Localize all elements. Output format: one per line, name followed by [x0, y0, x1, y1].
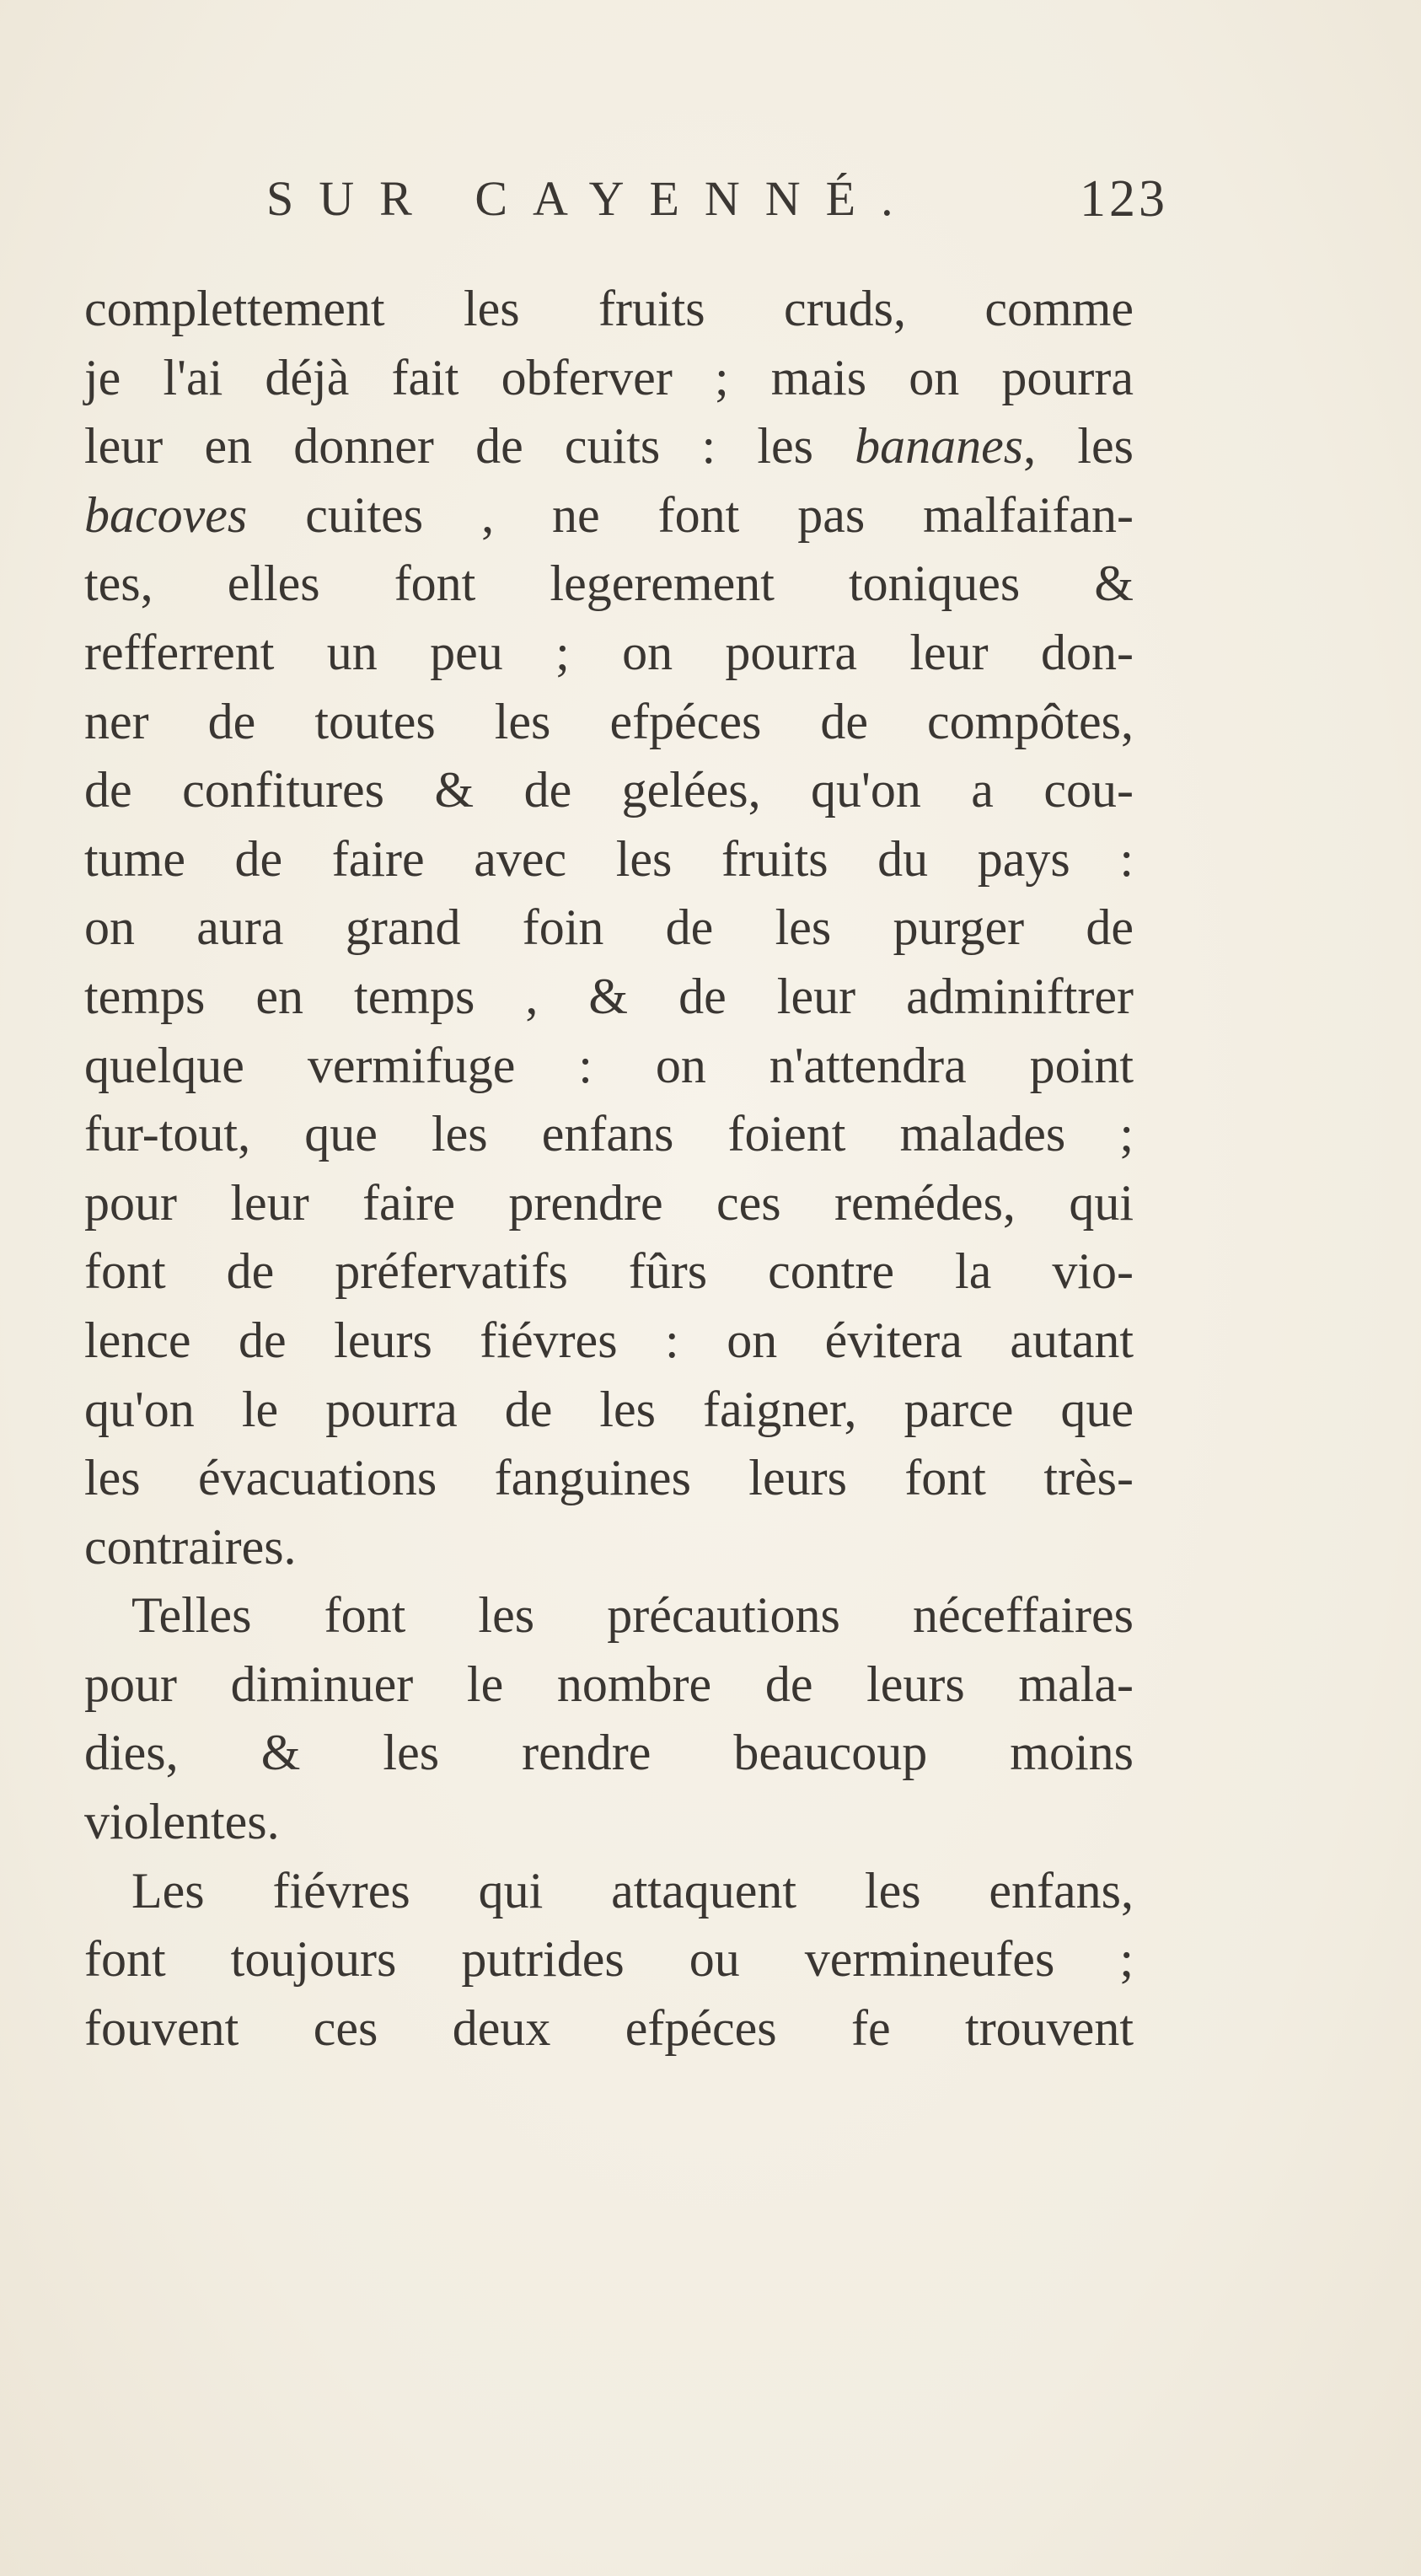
text-line: Telles font les précautions néceffaires — [131, 1587, 1134, 1644]
text-line: je l'ai déjà fait obferver ; mais on pourra — [84, 349, 1134, 405]
text-line: on aura grand foin de les purger de — [84, 899, 1134, 956]
body-text — [84, 275, 1134, 2063]
italic-term: bananes — [855, 418, 1024, 475]
text-line: fur-tout, que les enfans foient malades ; — [84, 1106, 1134, 1162]
text-line: de confitures & de gelées, qu'on a cou- — [84, 762, 1134, 818]
text-line: ner de toutes les efpéces de compôtes, — [84, 693, 1134, 749]
text-line: Les fiévres qui attaquent les enfans, — [131, 1862, 1134, 1919]
text-line: tume de faire avec les fruits du pays : — [84, 830, 1134, 887]
text-line: bacoves cuites , ne font pas malfaifan- — [84, 486, 1134, 543]
text-line: dies, & les rendre beaucoup moins — [84, 1725, 1134, 1781]
text-line: qu'on le pourra de les faigner, parce que — [84, 1381, 1134, 1437]
page-header — [266, 165, 1168, 233]
running-head: SUR CAYENNÉ. — [266, 171, 919, 226]
text-line: font de préfervatifs fûrs contre la vio- — [84, 1243, 1134, 1300]
text-line: tes, elles font legerement toniques & — [84, 555, 1134, 612]
text-line: temps en temps , & de leur adminiftrer — [84, 968, 1134, 1024]
text-line: complettement les fruits cruds, comme — [84, 281, 1134, 336]
text-line: pour leur faire prendre ces remédes, qui — [84, 1174, 1134, 1231]
text-line: font toujours putrides ou vermineufes ; — [84, 1931, 1134, 1988]
text-line: pour diminuer le nombre de leurs mala- — [84, 1656, 1134, 1712]
page-number: 123 — [1080, 170, 1168, 228]
italic-term: bacoves — [84, 486, 248, 543]
text-line: contraires. — [84, 1518, 297, 1575]
text-line: fouvent ces deux efpéces fe trouvent — [84, 1999, 1134, 2056]
text-line: leur en donner de cuits : les bananes, les — [84, 418, 1134, 475]
text-line: violentes. — [84, 1794, 280, 1850]
text-line: quelque vermifuge : on n'attendra point — [84, 1037, 1134, 1093]
text-line: les évacuations fanguines leurs font très- — [84, 1450, 1134, 1506]
text-line: lence de leurs fiévres : on évitera autant — [84, 1312, 1134, 1368]
text-line: refferrent un peu ; on pourra leur don- — [84, 624, 1134, 680]
